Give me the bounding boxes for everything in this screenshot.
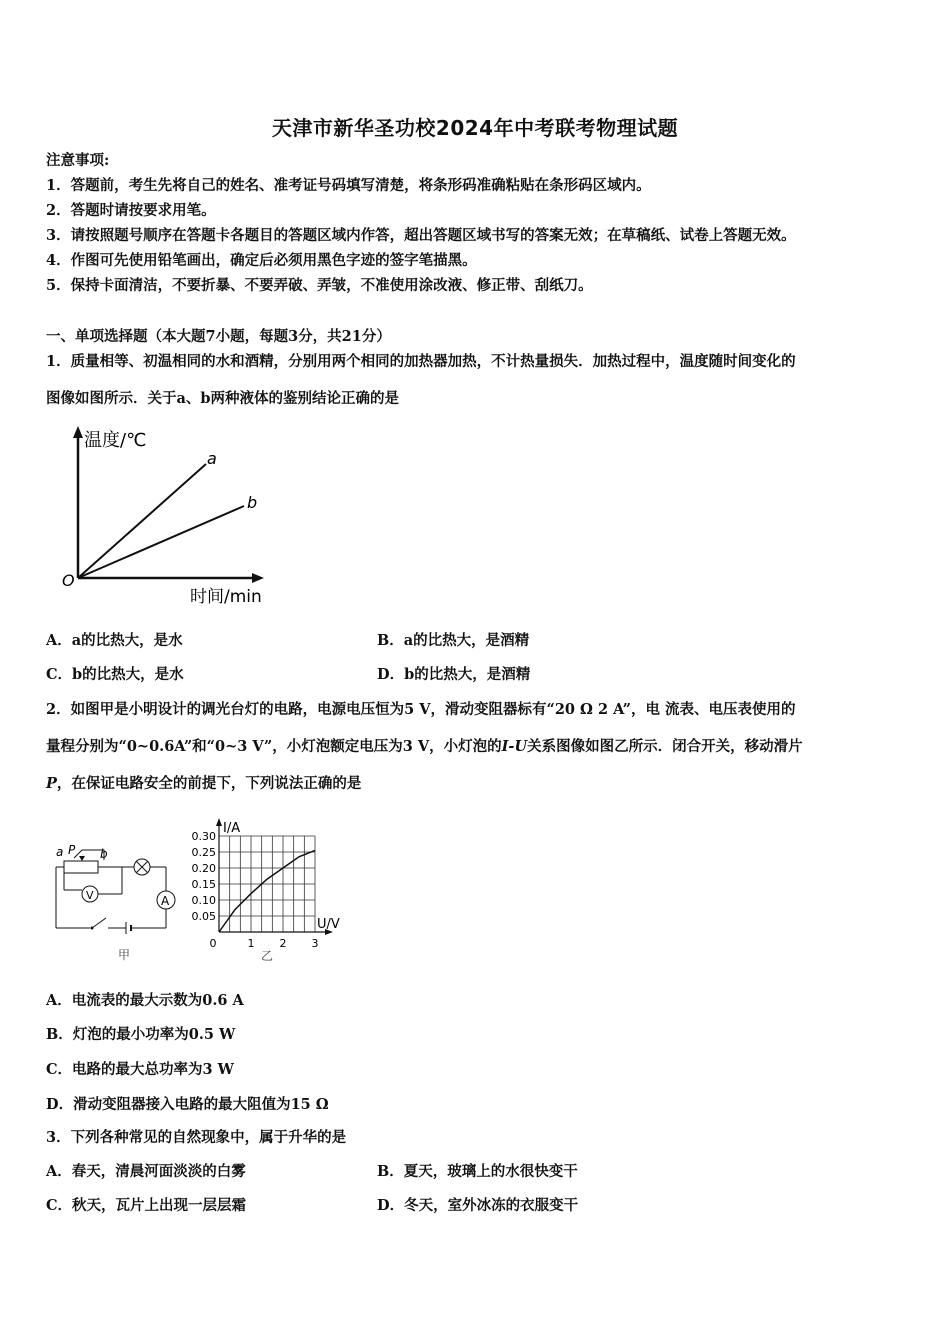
switch-lever bbox=[92, 918, 106, 928]
q2-stem-line2-b: 关系图像如图乙所示．闭合开关，移动滑片 bbox=[527, 738, 803, 755]
q1-label-a: a bbox=[207, 449, 217, 468]
notice-item-1: 1．答题前，考生先将自己的姓名、准考证号码填写清楚，将条形码准确粘贴在条形码区域内。 bbox=[46, 177, 651, 194]
q1-temperature-graph bbox=[46, 420, 291, 615]
q1-line-b bbox=[78, 506, 244, 578]
q2-option-c[interactable]: C．电路的最大总功率为3 W bbox=[46, 1061, 234, 1078]
q1-stem-line2: 图像如图所示．关于a、b两种液体的鉴别结论正确的是 bbox=[46, 390, 400, 407]
q1-y-label: 温度/℃ bbox=[84, 430, 147, 451]
q1-x-label: 时间/min bbox=[190, 587, 262, 607]
q1-x-arrow bbox=[252, 573, 264, 583]
q2-stem-line1: 2．如图甲是小明设计的调光台灯的电路，电源电压恒为5 V，滑动变阻器标有“20 Ω 2 A”，电 流表、电压表使用的 bbox=[46, 701, 796, 718]
x-tick-label: 2 bbox=[279, 937, 287, 950]
q3-option-a[interactable]: A．春天，清晨河面淡淡的白雾 bbox=[46, 1163, 246, 1180]
slider-tip bbox=[79, 856, 85, 861]
rheostat bbox=[64, 861, 98, 873]
notice-item-2: 2．答题时请按要求用笔。 bbox=[46, 202, 216, 219]
q1-option-c[interactable]: C．b的比热大，是水 bbox=[46, 666, 184, 683]
q2-iu-chart bbox=[185, 812, 360, 967]
q1-option-b[interactable]: B．a的比热大，是酒精 bbox=[377, 632, 530, 649]
y-tick-label: 0.25 bbox=[191, 846, 216, 859]
q3-option-d[interactable]: D．冬天，室外冰冻的衣服变干 bbox=[377, 1197, 579, 1214]
x-tick-label: 0 bbox=[209, 937, 217, 950]
q3-stem: 3．下列各种常见的自然现象中，属于升华的是 bbox=[46, 1129, 347, 1146]
x-tick-label: 3 bbox=[311, 937, 319, 950]
y-tick-label: 0.30 bbox=[191, 830, 216, 843]
q3-option-b[interactable]: B．夏天，玻璃上的水很快变干 bbox=[377, 1163, 578, 1180]
q2-option-b[interactable]: B．灯泡的最小功率为0.5 W bbox=[46, 1026, 236, 1043]
voltmeter-label: V bbox=[86, 889, 94, 902]
q2-option-d[interactable]: D．滑动变阻器接入电路的最大阻值为15 Ω bbox=[46, 1096, 329, 1113]
q2-p-symbol: P bbox=[46, 775, 57, 792]
ammeter-label: A bbox=[161, 894, 170, 908]
q1-label-b: b bbox=[247, 493, 258, 512]
q1-y-arrow bbox=[73, 426, 83, 438]
q1-option-d[interactable]: D．b的比热大，是酒精 bbox=[377, 666, 531, 683]
notice-item-3: 3．请按照题号顺序在答题卡各题目的答题区域内作答，超出答题区域书写的答案无效；在草稿纸、试卷上答题无效。 bbox=[46, 227, 796, 244]
circuit-caption: 甲 bbox=[118, 948, 131, 962]
q2-stem-line2-a: 量程分别为“0~0.6A”和“0~3 V”，小灯泡额定电压为3 V，小灯泡的 bbox=[46, 738, 502, 755]
q2-stem-line2 bbox=[46, 737, 803, 757]
q2-stem-line3-rest: ，在保证电路安全的前提下，下列说法正确的是 bbox=[56, 775, 362, 792]
section-heading: 一、单项选择题（本大题7小题，每题3分，共21分） bbox=[46, 328, 391, 345]
q2-iu-symbol: I-U bbox=[501, 738, 528, 755]
notice-item-4: 4．作图可先使用铅笔画出，确定后必须用黑色字迹的签字笔描黑。 bbox=[46, 252, 477, 269]
iu-curve bbox=[219, 850, 315, 932]
y-axis-arrow bbox=[216, 818, 222, 826]
page-title: 天津市新华圣功校2024年中考联考物理试题 bbox=[271, 116, 679, 140]
q1-origin-label: O bbox=[62, 571, 75, 590]
q2-circuit-diagram bbox=[46, 832, 186, 967]
q2-option-a[interactable]: A．电流表的最大示数为0.6 A bbox=[46, 992, 244, 1009]
y-axis-label: I/A bbox=[223, 821, 241, 836]
x-axis-label: U/V bbox=[317, 917, 340, 932]
circuit-label-a: a bbox=[56, 845, 64, 859]
y-tick-label: 0.10 bbox=[191, 894, 216, 907]
x-tick-label: 1 bbox=[247, 937, 255, 950]
chart-caption: 乙 bbox=[261, 949, 274, 963]
y-tick-label: 0.20 bbox=[191, 862, 216, 875]
q1-line-a bbox=[78, 464, 206, 578]
q2-stem-line3 bbox=[46, 774, 361, 794]
notice-heading: 注意事项: bbox=[46, 152, 110, 169]
y-tick-label: 0.15 bbox=[191, 878, 216, 891]
q1-option-a[interactable]: A．a的比热大，是水 bbox=[46, 632, 183, 649]
circuit-label-p: P bbox=[68, 843, 76, 857]
q3-option-c[interactable]: C．秋天，瓦片上出现一层层霜 bbox=[46, 1197, 247, 1214]
y-tick-label: 0.05 bbox=[191, 910, 216, 923]
q1-stem-line1: 1．质量相等、初温相同的水和酒精，分别用两个相同的加热器加热，不计热量损失．加热过程中，温度随时间变化的 bbox=[46, 353, 796, 370]
notice-item-5: 5．保持卡面清洁，不要折暴、不要弄破、弄皱，不准使用涂改液、修正带、刮纸刀。 bbox=[46, 277, 593, 294]
circuit-label-b: b bbox=[100, 847, 108, 861]
